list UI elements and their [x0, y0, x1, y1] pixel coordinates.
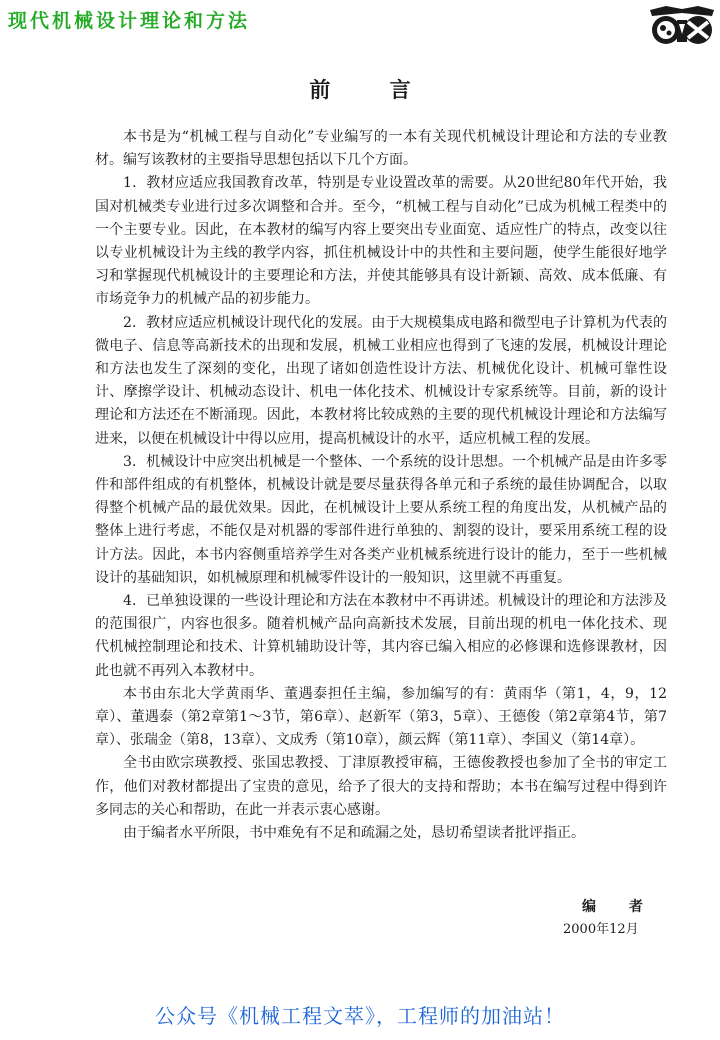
signature-author: 编 者 — [582, 899, 657, 915]
paragraph-intro: 本书是为“机械工程与自动化”专业编写的一本有关现代机械设计理论和方法的专业教材。编写该教材的主要指导思想包括以下几个方面。 — [95, 129, 667, 169]
paragraph-point-2: 2．教材应适应机械设计现代化的发展。由于大规模集成电路和微型电子计算机为代表的微电子、信息等高新技术的出现和发展，机械工业相应也得到了飞速的发展，机械设计理论和方法也发生了深刻的变化，出现了诸如创造性设计方法、机械优化设计、机械可靠性设计、摩擦学设计、机械动态设计、机电一体化技术、机械设计专家系统等。目前，新的设计理论和方法还在不断涌现。因此，本教材将比较成熟的主要的现代机械设计理论和方法编写进来，以便在机械设计中得以应用，提高机械设计的水平，适应机械工程的发展。 — [95, 314, 667, 447]
header-title: 现代机械设计理论和方法 — [8, 10, 251, 32]
paragraph-point-4: 4．已单独设课的一些设计理论和方法在本教材中不再讲述。机械设计的理论和方法涉及的范围很广，内容也很多。随着机械产品向高新技术发展，目前出现的机电一体化技术、现代机械控制理论和技术、计算机辅助设计等，其内容已编入相应的必修课和选修课教材，因此也就不再列入本教材中。 — [95, 593, 667, 679]
owl-logo-icon — [646, 4, 718, 48]
paragraph-point-3: 3．机械设计中应突出机械是一个整体、一个系统的设计思想。一个机械产品是由许多零件和部件组成的有机整体，机械设计就是要尽量获得各单元和子系统的最佳协调配合，以取得整个机械产品的最优效果。因此，在机械设计上要从系统工程的角度出发，从机械产品的整体上进行考虑，不能仅是对机器的零部件进行单独的、割裂的设计，要采用系统工程的设计方法。因此，本书内容侧重培养学生对各类产业机械系统进行设计的能力，至于一些机械设计的基础知识，如机械原理和机械零件设计的一般知识，这里就不再重复。 — [95, 453, 667, 586]
footer-banner: 公众号《机械工程文萃》，工程师的加油站！ — [155, 1004, 565, 1028]
page-title: 前 言 — [309, 77, 437, 102]
preface-body — [95, 126, 667, 845]
paragraph-point-1: 1．教材应适应我国教育改革，特别是专业设置改革的需要。从20世纪80年代开始，我国对机械类专业进行过多次调整和合并。至今，“机械工程与自动化”已成为机械工程类中的一个主要专业。因此，在本教材的编写内容上要突出专业面宽、适应性广的特点，改变以往以专业机械设计为主线的教学内容，抓住机械设计中的共性和主要问题，使学生能很好地学习和掌握现代机械设计的主要理论和方法，并使其能够具有设计新颖、高效、成本低廉、有市场竞争力的机械产品的初步能力。 — [95, 175, 667, 308]
paragraph-authors: 本书由东北大学黄雨华、董遇泰担任主编，参加编写的有：黄雨华（第1，4，9，12章）、董遇泰（第2章第1～3节，第6章）、赵新军（第3，5章）、王德俊（第2章第4节，第7章）、张瑞金（第8，13章）、文成秀（第10章），颜云辉（第11章）、李国义（第14章）。 — [95, 685, 667, 749]
signature-date: 2000年12月 — [563, 922, 639, 937]
paragraph-closing: 由于编者水平所限，书中难免有不足和疏漏之处，恳切希望读者批评指正。 — [123, 825, 585, 842]
paragraph-acknowledgements: 全书由欧宗瑛教授、张国忠教授、丁津原教授审稿，王德俊教授也参加了全书的审定工作，他们对教材都提出了宝贵的意见，给予了很大的支持和帮助；本书在编写过程中得到许多同志的关心和帮助，在此一并表示衷心感谢。 — [95, 755, 667, 818]
